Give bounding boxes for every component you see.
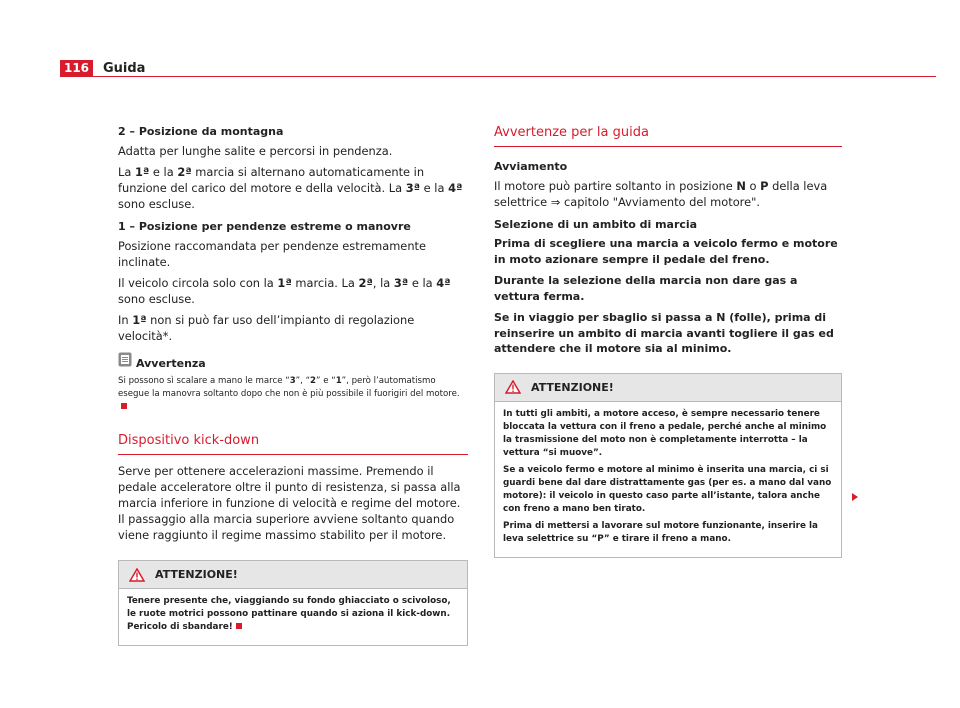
avviamento-heading: Avviamento [494, 160, 568, 173]
mountain-intro: Adatta per lunghe salite e percorsi in pendenza. [118, 144, 393, 158]
avviamento-text: Il motore può partire soltanto in posizione N o P della leva selettrice ⇒ capitolo "Avviamento del motore". [494, 179, 828, 209]
guide-section-title: Avvertenze per la guida [494, 124, 842, 147]
mountain-heading: 2 – Posizione da montagna [118, 125, 284, 138]
kickdown-section-title: Dispositivo kick-down [118, 432, 468, 455]
mountain-body: La 1ª e la 2ª marcia si alternano automaticamente in funzione del carico del motore e della velocità. La 3ª e la 4ª sono escluse. [118, 165, 463, 211]
page-number: 116 [60, 60, 93, 77]
warning-title: ATTENZIONE! [155, 568, 238, 581]
note-title: Avvertenza [136, 357, 206, 370]
warning-title: ATTENZIONE! [531, 380, 614, 394]
note-hand-icon [118, 352, 132, 371]
selezione-p1: Prima di scegliere una marcia a veicolo fermo e motore in moto azionare sempre il pedale del freno. [494, 237, 838, 266]
warning-body [495, 402, 841, 557]
steep-heading: 1 – Posizione per pendenze estreme o manovre [118, 220, 411, 233]
left-column [118, 124, 468, 646]
warning-triangle-icon [505, 380, 521, 394]
warning-text: Tenere presente che, viaggiando su fondo ghiacciato o scivoloso, le ruote motrici possono pattinare quando si aziona il kick-down. Pericolo di sbandare! [127, 596, 451, 632]
note-header [118, 352, 468, 371]
end-square-icon [121, 403, 127, 409]
warning-triangle-icon [129, 568, 145, 582]
continue-arrow-icon [852, 493, 858, 501]
kickdown-text: Serve per ottenere accelerazioni massime. Premendo il pedale acceleratore oltre il punto di resistenza, si passa alla marcia inferiore in funzione di velocità e regime del motore. Il passaggio alla marcia superiore avviene soltanto quando viene raggiunto il regime massimo stabilito per il motore. [118, 464, 461, 542]
warning-header [119, 561, 467, 589]
steep-cruise-note: In 1ª non si può far uso dell’impianto di regolazione velocità*. [118, 313, 415, 343]
steep-body: Il veicolo circola solo con la 1ª marcia. La 2ª, la 3ª e la 4ª sono escluse. [118, 276, 451, 306]
note-text: Si possono sì scalare a mano le marce “3”, “2” e “1”, però l’automatismo esegue la manovra soltanto dopo che non è più possibile il fuorigiri del motore. [118, 375, 468, 414]
right-column [494, 124, 842, 558]
page-title: Guida [103, 61, 146, 76]
selezione-heading: Selezione di un ambito di marcia [494, 218, 698, 231]
guide-warning-box [494, 373, 842, 558]
selezione-p3: Se in viaggio per sbaglio si passa a N (folle), prima di reinserire un ambito di marcia avanti togliere il gas ed attendere che il motore sia al minimo. [494, 311, 834, 355]
steep-intro: Posizione raccomandata per pendenze estremamente inclinate. [118, 239, 427, 269]
warning-p1: In tutti gli ambiti, a motore acceso, è sempre necessario tenere bloccata la vettura con il freno a pedale, perché anche al minimo la trasmissione del moto non è completamente interrotta – la vettura “si muove”. [503, 408, 827, 458]
header-rule [60, 76, 936, 77]
warning-p3: Prima di mettersi a lavorare sul motore funzionante, inserire la leva selettrice su “P” e tirare il freno a mano. [503, 520, 818, 544]
warning-p2: Se a veicolo fermo e motore al minimo è inserita una marcia, ci si guardi bene dal dare distrattamente gas (per es. a mano dal vano motore): il veicolo in questo caso parte all’istante, talora anche con freno a mano ben tirato. [503, 464, 832, 514]
selezione-p2: Durante la selezione della marcia non dare gas a vettura ferma. [494, 274, 798, 303]
warning-body [119, 589, 467, 645]
warning-header [495, 374, 841, 402]
end-square-icon [236, 623, 242, 629]
kickdown-warning-box [118, 560, 468, 646]
